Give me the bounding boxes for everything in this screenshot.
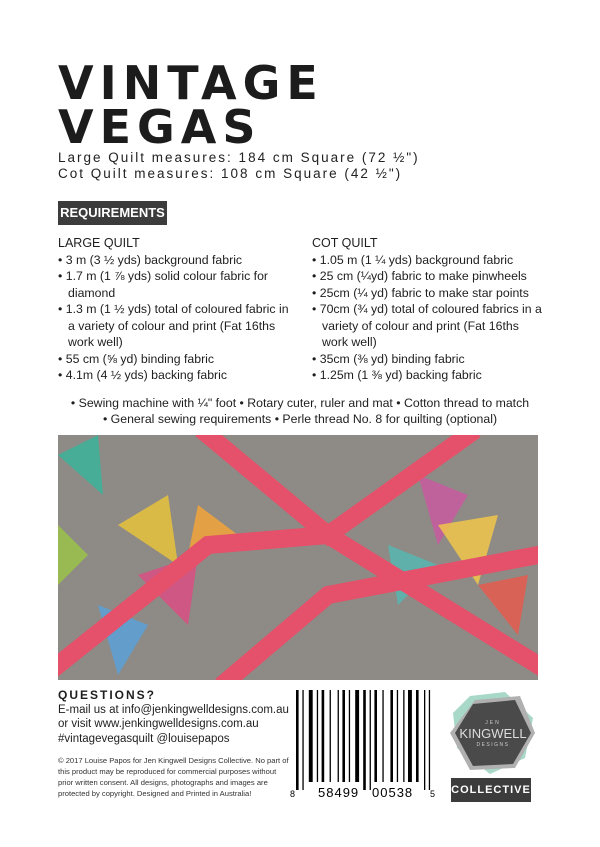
requirements-heading: REQUIREMENTS: [58, 201, 167, 225]
barcode-bar: [363, 690, 366, 790]
requirement-item: • 35cm (⅜ yd) binding fabric: [312, 351, 547, 368]
contact-email[interactable]: E-mail us at info@jenkingwelldesigns.com.au: [58, 703, 289, 716]
large-quilt-list: [58, 235, 293, 384]
requirement-item: • 4.1m (4 ½ yds) backing fabric: [58, 367, 293, 384]
copyright-notice: © 2017 Louise Papos for Jen Kingwell Designs Collective. No part of this product may be reproduced for commercial purposes without prior written consent. All designs, photographs and images are protected by copyright. Designed and Printed in Australia!: [58, 756, 289, 798]
requirement-item: • 3 m (3 ½ yds) background fabric: [58, 252, 293, 269]
barcode-bar: [296, 690, 299, 790]
requirement-item: • 1.7 m (1 ⅞ yds) solid colour fabric for diamond: [58, 268, 293, 301]
requirement-item: • 1.05 m (1 ¼ yds) background fabric: [312, 252, 547, 269]
requirement-item: • 55 cm (⅝ yd) binding fabric: [58, 351, 293, 368]
barcode-bar: [349, 690, 350, 782]
barcode-bar: [397, 690, 398, 782]
barcode-bar: [403, 690, 404, 782]
logo-kingwell: KINGWELL: [459, 726, 527, 741]
barcode-bar: [424, 690, 425, 790]
contact-website[interactable]: or visit www.jenkingwelldesigns.com.au: [58, 718, 259, 730]
requirement-item: • 25cm (¼ yd) fabric to make star points: [312, 285, 547, 302]
barcode-lead-digit: 8: [290, 789, 296, 799]
barcode-bar: [342, 690, 345, 782]
barcode-bar: [355, 690, 359, 782]
cot-quilt-list: [312, 235, 547, 384]
large-quilt-heading: LARGE QUILT: [58, 236, 140, 250]
barcode-bar: [322, 690, 325, 782]
barcode-bar: [338, 690, 339, 782]
cot-quilt-heading: COT QUILT: [312, 236, 378, 250]
collective-badge: COLLECTIVE: [451, 778, 531, 802]
requirement-item: • 1.25m (1 ⅜ yd) backing fabric: [312, 367, 547, 384]
jen-kingwell-logo: [445, 688, 540, 778]
barcode-bar: [429, 690, 430, 790]
requirement-item: • 25 cm (¼yd) fabric to make pinwheels: [312, 268, 547, 285]
title-line-2: VEGAS: [58, 100, 262, 154]
logo-jen: JEN: [485, 720, 501, 726]
barcode-bar: [330, 690, 331, 782]
requirement-item: • 70cm (¾ yd) total of coloured fabrics in a variety of colour and print (Fat 16ths work well): [312, 301, 547, 351]
requirement-item: • 1.3 m (1 ½ yds) total of coloured fabric in a variety of colour and print (Fat 16ths work well): [58, 301, 293, 351]
logo-designs: DESIGNS: [476, 742, 510, 748]
barcode-bar: [309, 690, 313, 782]
barcode-bar: [382, 690, 383, 782]
barcode-bar: [390, 690, 393, 782]
barcode-bar: [416, 690, 419, 782]
barcode-bar: [374, 690, 377, 782]
barcode-left-digits: 58499: [318, 785, 360, 800]
barcode-bar: [317, 690, 318, 782]
hashtags: #vintagevegasquilt @louisepapos: [58, 732, 230, 745]
barcode-bar: [408, 690, 412, 782]
barcode-bar: [370, 690, 371, 790]
questions-heading: QUESTIONS?: [58, 688, 157, 702]
sewing-requirements-2: • General sewing requirements • Perle thread No. 8 for quilting (optional): [102, 412, 498, 426]
cot-quilt-measure: Cot Quilt measures: 108 cm Square (42 ½"): [58, 166, 403, 181]
barcode-bar: [302, 690, 303, 790]
sewing-requirements-1: • Sewing machine with ¼" foot • Rotary cuter, ruler and mat • Cotton thread to match: [70, 396, 530, 410]
quilt-photo: [58, 435, 538, 680]
title-line-1: VINTAGE: [58, 56, 324, 110]
questions-block: [58, 688, 298, 746]
large-quilt-measure: Large Quilt measures: 184 cm Square (72 ½"): [58, 150, 420, 165]
barcode: [288, 690, 438, 800]
barcode-right-digits: 00538: [372, 785, 414, 800]
barcode-check-digit: 5: [430, 789, 436, 799]
